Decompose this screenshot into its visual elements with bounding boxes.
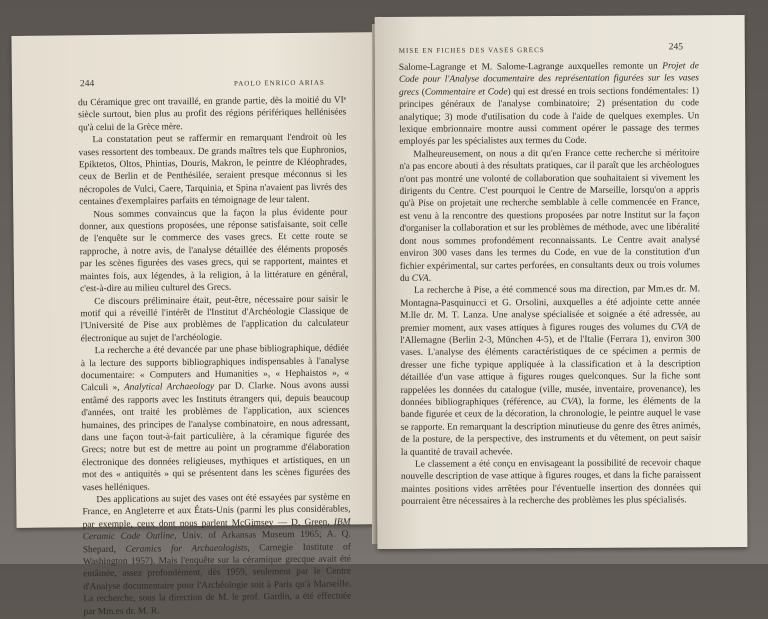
paragraph [81,343,351,495]
paragraph [401,457,701,508]
text-run: , Univ. of Arkansas Museum 1965; A. Q. Shepard, [82,529,351,555]
italic-title: Analytical Archaeology [123,382,215,394]
text-run: du Céramique grec ont travaillé, en grande partie, dès la moitié du VIᵉ siècle surtout, bien plus au profit des régions périfériques hellénisées qu'à celui de la Grèce mère. [78,95,347,134]
paragraph [79,206,348,296]
paragraph [82,491,351,618]
italic-title: Commentaire et Code [424,87,508,98]
page-number: 245 [668,42,684,53]
body-text [78,94,351,618]
italic-title: IBM Ceramic Code Outline [82,517,351,543]
text-run: Malheureusement, on nous a dit qu'en France cette recherche si méritoire n'a pas encore abouti à des résultats pratiques, car il paraît que les archéologues n'ont pas montré une volonté de collaboration que souhaitaient si vivement les dirigents du Centre. C'est pourquoi le Centre de Marseille, lorsqu'on a appris qu'à Pise on projetait une recherche semblable à celle commencée en France, est venu à la rencontre des questions proposées par notre Institut sur la façon d'organiser la collaboration et sur les problèmes de méthode, avec une libéralité dont nous sommes profondément reconnaissants. Le Centre avait analysé environ 300 vases dans les termes du Code, en vue de la constitution d'un fichier expérimental, sur cartes perforées, en consultants deux ou trois volumes du [399,148,700,284]
italic-title: Projet de Code pour l'Analyse documentaire des représentation figurées sur les vases grecs [398,61,699,98]
paragraph [399,60,699,148]
running-head: PAOLO ENRICO ARIAS [233,78,325,88]
left-page [11,32,384,617]
paragraph [78,132,347,209]
text-run: par D. Clarke. Nous avons aussi entâmé des rapports avec les Instituts étrangers qui, depuis beaucoup d'années, ont traité les problèmes de l'application, aux sciences humaines, des principes de l'analyse combinatoire, en nous adressant, dans une façon tout-à-fait particulière, à la céramique figurée des Grecs; notre but est de mettre au point un programme d'élaboration électronique des données religieuses, mythiques et artistiques, en un mot des « antiquités » qui se présentent dans les scènes figurées des vases helléniques. [81,380,351,493]
italic-title: CVA [411,273,429,284]
text-run: La constatation peut se raffermir en remarquant l'endroit où les vases ressortent des tombeaux. De grands maîtres tels que Euphronios, Epiktetos, Oltos, Phintias, Douris, Makron, le peintre de Kléophrades, ceux de Berlin et de Penthésilée, seraient presque méconnus si les nécropoles de Vulci, Caere, Tarquinia, et Spina n'avaient pas livrés des centaines d'exemplaires parfaits en témoignage de leur talent. [78,132,348,208]
text-run: de l'Allemagne (Berlin 2-3, München 4-5), et de l'Italie (Ferrara 1), environ 300 vases. L'analyse des éléments caractéristiques de ce spécimen a permis de dresser une fiche typique appliquée à la classification et à la description détaillée d'un vase attique à figures rouges quelconques. Sur la fiche sont rappelées les données du catalogue (ville, musée, inventaire, provenance), les données bibliographiques (référence, au [400,321,701,408]
paragraph [78,94,346,134]
body-text [399,60,701,508]
text-run: ), la forme, les éléments de la bande figurée et ceux de la décoration, la chronologie, le peintre auquel le vase se rapporte. En remarquant la description minutieuse du genre des êtres animés, de la posture, de la perspective, des instruments et du vêtement, on peut saisir la quantité de travail achevée. [400,396,701,458]
text-run: Salome-Lagrange et M. Salome-Lagrange auxquelles remonte un [398,61,663,73]
italic-title: CVA [670,321,689,332]
text-run: Des applications au sujet des vases ont été essayées par système en France, en Angleterre et aux États-Unis (parmi les plus considérables, par exemple, ceux dont nous parlent McGimsey — D. Green, [82,492,351,531]
text-run: Nous sommes convaincus que la façon la plus évidente pour donner, aux questions proposées, une réponse satisfaisante, soit celle de l'enquête sur le commerce des vases grecs. Et cette route se rapproche, à notre avis, de l'analyse détaillée des éléments proposés par les scènes figurées des vases grecs, qui se rapportent, maintes et maintes fois, aux légendes, à la religion, à la littérature en général, c'est-à-dire au milieu culturel des Grecs. [79,207,348,295]
text-run: Ce discours préliminaire était, peut-être, nécessaire pour saisir le motif qui a réveillé l'intérêt de l'Institut d'Archéologie Classique de l'Université de Pise aux problèmes de l'application du calculateur électronique au sujet de l'archéologie. [80,293,349,344]
running-head: MISE EN FICHES DES VASES GRECS [398,46,545,55]
italic-title: CVA [561,396,579,407]
italic-title: Ceramics for Archaeologists [125,543,248,555]
page-number: 244 [79,79,95,90]
paragraph [399,147,700,285]
text-run: ( [418,87,425,98]
paragraph [400,284,701,459]
paragraph [80,293,349,345]
text-run: ) qui est dressé en trois sections fondémentales: 1) principes généraux de l'analyse combinatoire; 2) présentation du code analytique; 3) mode d'utilisation du code à l'aide de quelques exemples. Un lexique embrionnaire montre aussi comment opérer le passage des termes employés par les spécialistes aux termes du Code. [399,86,700,148]
text-run: La recherche à Pise, a été commencé sous ma direction, par Mm.es dr. M. Montagna-Pasquinucci et G. Orsolini, auxquelles a été adjointe cette année M.lle dr. M. T. Lanza. Une analyse spécialisée et soignée a été adressée, au premier moment, aux vases attiques à figures rouges des volumes du [400,284,701,334]
right-page [375,15,748,549]
text-run: La recherche a été devancée par une phase bibliographique, dédiée à la lecture des supports bibliographiques indispensables à l'analyse documentaire: « Computers and Humanities », « Hephaistos », « Calculi », [80,343,350,394]
text-run: Le classement a été conçu en envisageant la possibilité de recevoir chaque nouvelle description de vase attique à figures rouges, et dans la fiche paraissent maintes positions vides arrêtées pour l'éventuelle insertion des données qui pourraient être nécessaires à la recherche des problèmes les plus spécialisés. [400,458,702,508]
text-run: . [428,273,432,284]
text-run: , Carnegie Institute of Washington 1957). Mais l'enquête sur la céramique grecque avait été entâmée, assez profondément, dès 1959, seulement par le Centre d'Analyse documentaire pour l'Archéologie soit à Paris qu'à Marseille. La recherche, sous la direction de M. le prof. Gardin, a été effectuée par Mm.es dr. M. R. [82,542,352,617]
